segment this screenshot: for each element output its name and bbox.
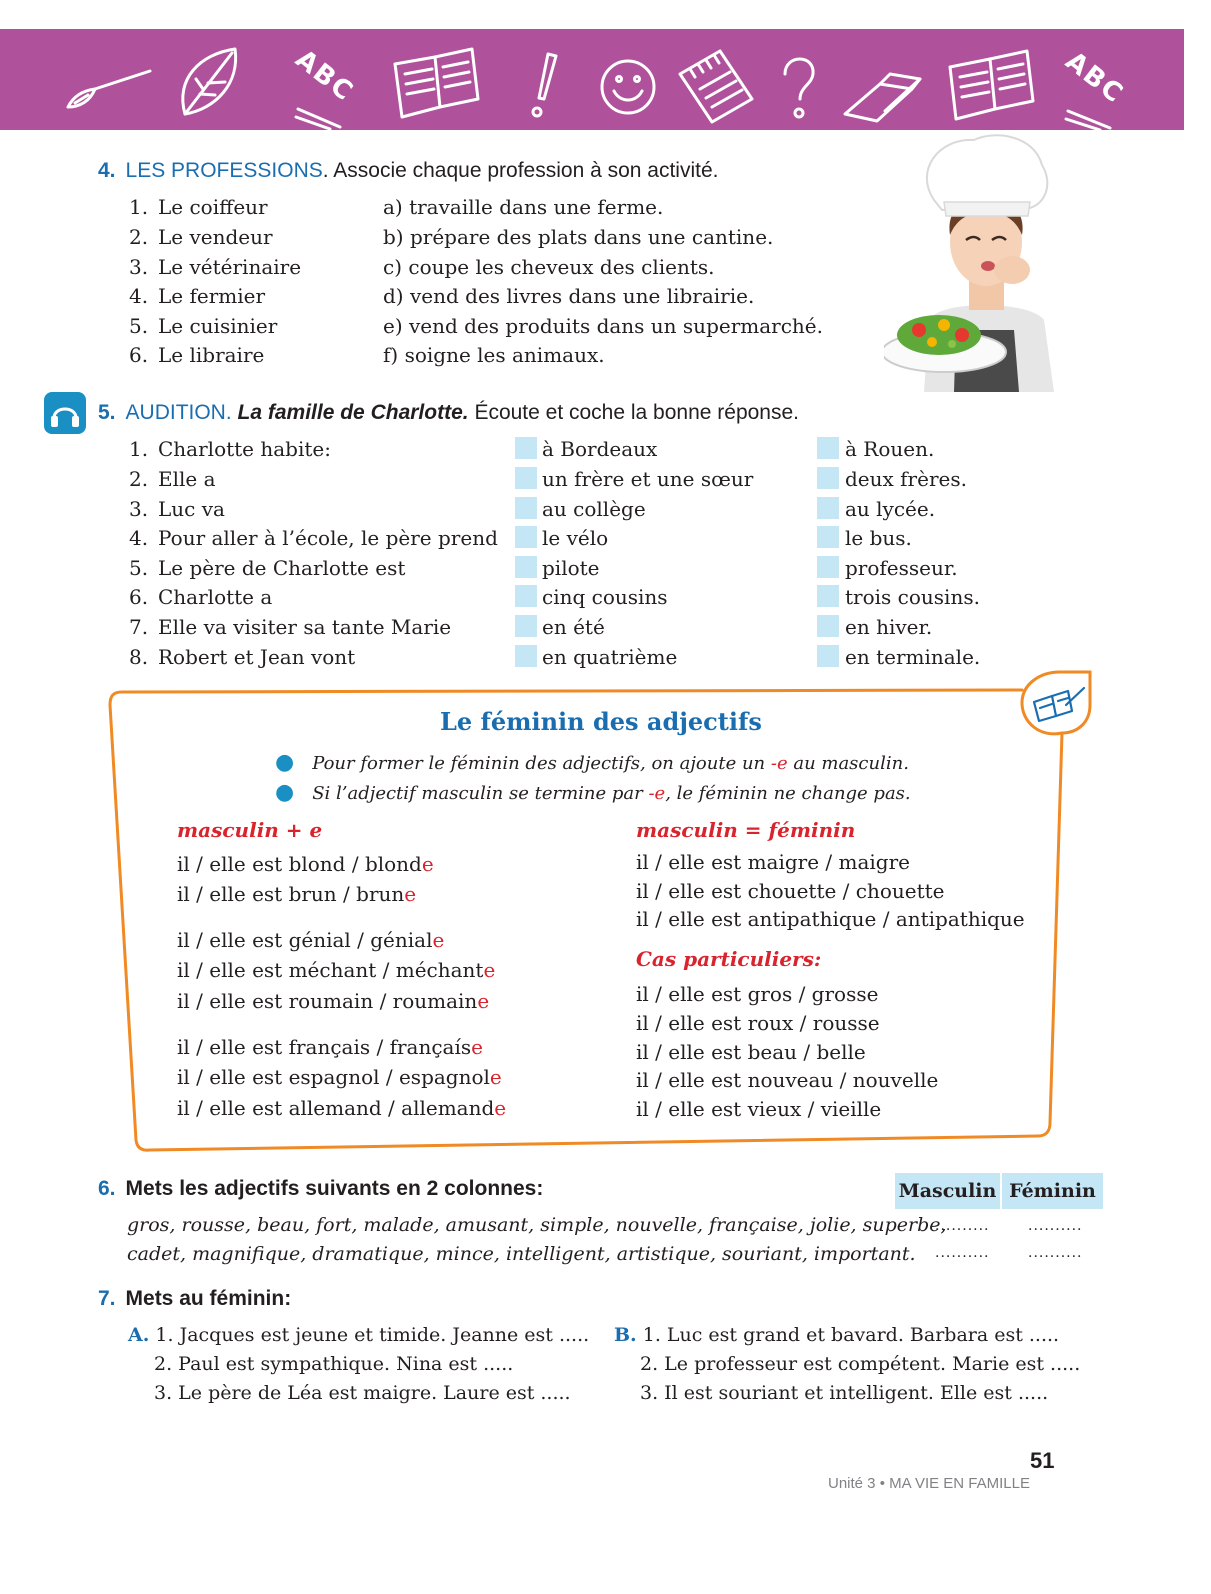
list-item: il / elle est roumain / roumaine xyxy=(177,989,490,1013)
option-b: trois cousins. xyxy=(845,585,980,609)
checkbox-b[interactable] xyxy=(817,497,839,519)
list-item: 1. Le coiffeur xyxy=(129,195,268,219)
exercise-5-instruction: Écoute et coche la bonne réponse. xyxy=(474,401,800,424)
list-item: il / elle est gros / grosse xyxy=(636,982,879,1006)
abc-icon xyxy=(296,109,340,129)
list-item: il / elle est espagnol / espagnole xyxy=(177,1065,502,1089)
list-item: 4. Le fermier xyxy=(129,284,266,308)
open-book-icon xyxy=(395,49,478,117)
exercise-6-number: 6. xyxy=(98,1177,116,1200)
question-row: 6. Charlotte a xyxy=(129,585,273,609)
list-item: il / elle est génial / géniale xyxy=(177,928,445,952)
part-a-item: 3. Le père de Léa est maigre. Laure est ..... xyxy=(154,1382,571,1404)
adjective-word-list: gros, rousse, beau, fort, malade, amusant, simple, nouvelle, française, jolie, superbe, xyxy=(127,1214,947,1236)
abc-icon-text: ABC xyxy=(1059,46,1130,110)
exercise-7-number: 7. xyxy=(98,1287,116,1310)
checkbox-a[interactable] xyxy=(515,645,537,667)
option-b: en hiver. xyxy=(845,615,933,639)
checkbox-a[interactable] xyxy=(515,526,537,548)
answer-blank[interactable]: .......... xyxy=(1028,1218,1083,1234)
exercise-5-subtitle: La famille de Charlotte. xyxy=(237,401,469,424)
list-item: il / elle est méchant / méchante xyxy=(177,958,496,982)
checkbox-b[interactable] xyxy=(817,526,839,548)
option-b: au lycée. xyxy=(845,497,936,521)
checkbox-a[interactable] xyxy=(515,615,537,637)
exercise-5-keyword: AUDITION. xyxy=(125,401,232,424)
list-item: il / elle est antipathique / antipathique xyxy=(636,907,1025,931)
list-item: il / elle est nouveau / nouvelle xyxy=(636,1068,939,1092)
question-row: 5. Le père de Charlotte est xyxy=(129,556,406,580)
header-banner xyxy=(0,29,1184,130)
option-a: cinq cousins xyxy=(542,585,668,609)
part-b-item: B. 1. Luc est grand et bavard. Barbara est ..... xyxy=(614,1324,1060,1346)
exercise-6-instruction: Mets les adjectifs suivants en 2 colonnes: xyxy=(125,1177,544,1200)
list-item: d) vend des livres dans une librairie. xyxy=(383,284,755,308)
checkbox-a[interactable] xyxy=(515,467,537,489)
question-row: 7. Elle va visiter sa tante Marie xyxy=(129,615,452,639)
list-item: c) coupe les cheveux des clients. xyxy=(383,255,715,279)
list-item: 6. Le libraire xyxy=(129,343,265,367)
banner-icons xyxy=(0,29,1184,130)
option-a: pilote xyxy=(542,556,600,580)
list-item: 2. Le vendeur xyxy=(129,225,273,249)
list-item: f) soigne les animaux. xyxy=(383,343,605,367)
page-number: 51 xyxy=(1030,1448,1055,1473)
answer-blank[interactable]: .......... xyxy=(935,1245,990,1261)
table-header-feminin: Féminin xyxy=(1002,1173,1103,1209)
part-a-label: A. xyxy=(128,1324,150,1346)
checkbox-a[interactable] xyxy=(515,556,537,578)
list-item: il / elle est français / françaíse xyxy=(177,1035,483,1059)
option-b: deux frères. xyxy=(845,467,967,491)
question-row: 2. Elle a xyxy=(129,467,216,491)
part-a-item: A. 1. Jacques est jeune et timide. Jeanne est ..... xyxy=(128,1324,590,1346)
option-b: professeur. xyxy=(845,556,958,580)
exercise-4-title xyxy=(98,159,718,183)
option-b: à Rouen. xyxy=(845,437,935,461)
checkbox-a[interactable] xyxy=(515,497,537,519)
smiley-icon xyxy=(602,61,654,113)
abc-icon-text: ABC xyxy=(289,44,360,108)
audio-button[interactable] xyxy=(44,392,86,434)
rule-bullet: ● Si l’adjectif masculin se termine par -e, le féminin ne change pas. xyxy=(275,780,911,805)
option-a: au collège xyxy=(542,497,646,521)
list-item: e) vend des produits dans un supermarché. xyxy=(383,314,823,338)
exercise-5-title xyxy=(98,401,799,425)
list-item: il / elle est maigre / maigre xyxy=(636,850,910,874)
leaf-icon xyxy=(183,49,236,114)
notepad-icon xyxy=(680,51,752,122)
option-a: un frère et une sœur xyxy=(542,467,754,491)
list-item: il / elle est allemand / allemande xyxy=(177,1096,507,1120)
rule-bullet: ● Pour former le féminin des adjectifs, on ajoute un -e au masculin. xyxy=(275,750,909,775)
answer-blank[interactable]: .......... xyxy=(1028,1245,1083,1261)
part-b-item: 2. Le professeur est compétent. Marie est ..... xyxy=(640,1353,1081,1375)
exercise-7-instruction: Mets au féminin: xyxy=(125,1287,292,1310)
list-item: il / elle est blond / blonde xyxy=(177,852,434,876)
headphones-icon xyxy=(44,392,86,434)
list-item: il / elle est vieux / vieille xyxy=(636,1097,882,1121)
table-header-masculin: Masculin xyxy=(895,1173,1000,1209)
list-item: il / elle est beau / belle xyxy=(636,1040,866,1064)
list-item: 5. Le cuisinier xyxy=(129,314,278,338)
exercise-6-title xyxy=(98,1177,543,1201)
list-item: b) prépare des plats dans une cantine. xyxy=(383,225,774,249)
option-a: le vélo xyxy=(542,526,609,550)
list-item: 3. Le vétérinaire xyxy=(129,255,302,279)
part-b-item: 3. Il est souriant et intelligent. Elle est ..... xyxy=(640,1382,1049,1404)
question-row: 4. Pour aller à l’école, le père prend xyxy=(129,526,498,550)
exercise-7-title xyxy=(98,1287,291,1311)
open-book-icon xyxy=(950,51,1033,119)
adjective-word-list: cadet, magnifique, dramatique, mince, intelligent, artistique, souriant, important. xyxy=(127,1243,916,1265)
exercise-5-number: 5. xyxy=(98,401,116,424)
question-row: 1. Charlotte habite: xyxy=(129,437,331,461)
heading-cas-particuliers: Cas particuliers: xyxy=(636,947,822,971)
option-b: en terminale. xyxy=(845,645,981,669)
question-icon xyxy=(785,59,813,117)
unit-footer: Unité 3 • MA VIE EN FAMILLE xyxy=(828,1475,1030,1492)
heading-masculin-equals-feminin: masculin = féminin xyxy=(636,818,856,842)
list-item: a) travaille dans une ferme. xyxy=(383,195,664,219)
question-row: 8. Robert et Jean vont xyxy=(129,645,356,669)
answer-blank[interactable]: .......... xyxy=(935,1218,990,1234)
question-row: 3. Luc va xyxy=(129,497,225,521)
exclamation-icon xyxy=(533,54,556,116)
exercise-4-number: 4. xyxy=(98,159,116,182)
checkbox-a[interactable] xyxy=(515,437,537,459)
option-b: le bus. xyxy=(845,526,912,550)
grammar-title: Le féminin des adjectifs xyxy=(440,707,762,736)
part-b-label: B. xyxy=(614,1324,637,1346)
abc-icon xyxy=(1066,111,1110,130)
option-a: en quatrième xyxy=(542,645,678,669)
book-pen-icon xyxy=(1034,688,1084,721)
exercise-4-instruction: . Associe chaque profession à son activité. xyxy=(322,159,719,182)
bullet-icon: ● xyxy=(275,750,295,775)
list-item: il / elle est chouette / chouette xyxy=(636,879,945,903)
checkbox-b[interactable] xyxy=(817,645,839,667)
checkbox-b[interactable] xyxy=(817,556,839,578)
bullet-icon: ● xyxy=(275,780,295,805)
heading-masculin-plus-e: masculin + e xyxy=(177,818,323,842)
part-a-item: 2. Paul est sympathique. Nina est ..... xyxy=(154,1353,514,1375)
eraser-icon xyxy=(845,74,920,121)
checkbox-b[interactable] xyxy=(817,615,839,637)
list-item: il / elle est roux / rousse xyxy=(636,1011,880,1035)
paintbrush-icon xyxy=(68,71,150,107)
option-a: à Bordeaux xyxy=(542,437,658,461)
checkbox-a[interactable] xyxy=(515,585,537,607)
checkbox-b[interactable] xyxy=(817,437,839,459)
list-item: il / elle est brun / brune xyxy=(177,882,417,906)
chef-photo xyxy=(884,130,1084,392)
exercise-4-keyword: LES PROFESSIONS xyxy=(125,159,323,182)
checkbox-b[interactable] xyxy=(817,585,839,607)
option-a: en été xyxy=(542,615,605,639)
checkbox-b[interactable] xyxy=(817,467,839,489)
